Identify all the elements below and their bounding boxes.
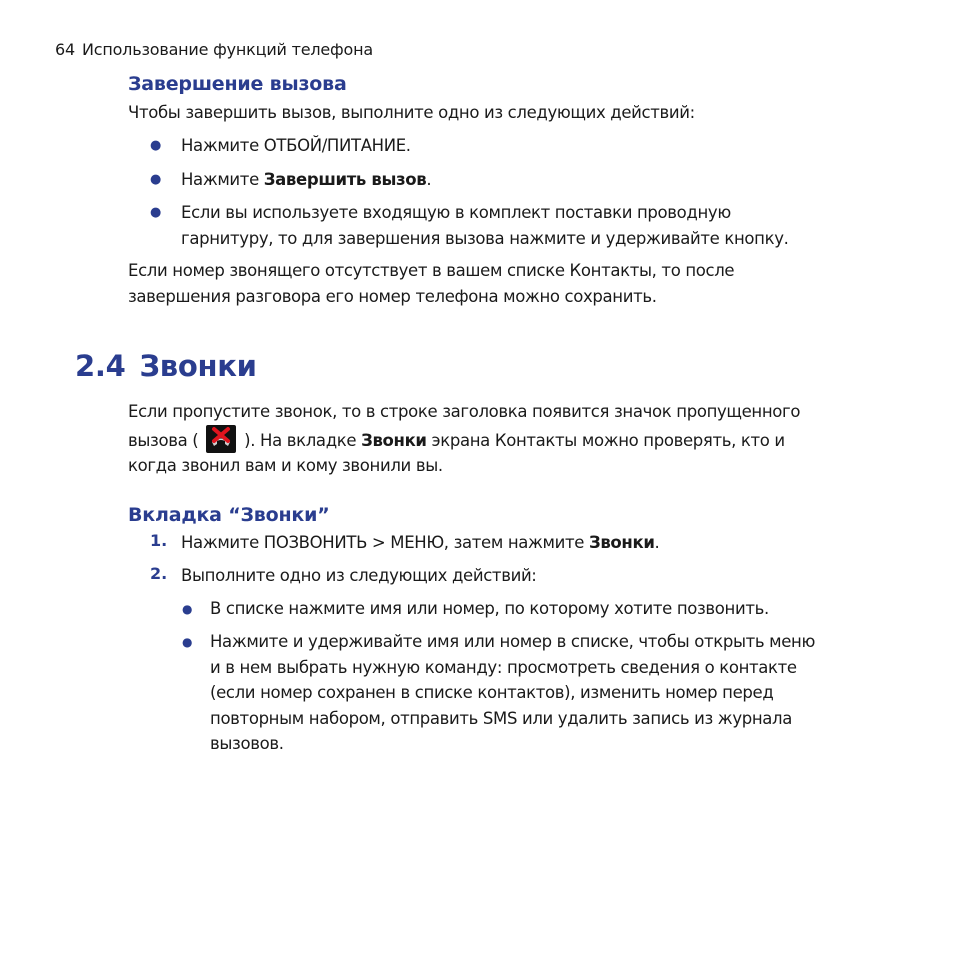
sub-bullet-2: Нажмите и удерживайте имя или номер в списке, чтобы открыть меню и в нем выбрать нужную команду: просмотреть сведения о контакте (если номер сохранен в списке контактов), изменить номер перед повторным набором, отправить SMS или удалить запись из журнала вызовов. <box>210 632 816 753</box>
section-heading <box>75 349 257 383</box>
end-call-intro: Чтобы завершить вызов, выполните одно из следующих действий: <box>128 103 695 122</box>
bullet-icon: ● <box>182 635 193 649</box>
bullet-icon: ● <box>150 138 162 153</box>
missed-call-icon <box>206 425 236 453</box>
page-header <box>55 40 373 59</box>
section-intro: Если пропустите звонок, то в строке заголовка появится значок пропущенного вызова ( ). На вкладке Звонки экрана Контакты можно проверять, кто и когда звонил вам и кому звонили вы. <box>128 402 801 475</box>
page-number: 64 <box>55 40 75 59</box>
section-number: 2.4 <box>75 349 126 383</box>
step-2-text: Выполните одно из следующих действий: <box>181 566 537 585</box>
sub-bullet-1: В списке нажмите имя или номер, по которому хотите позвонить. <box>210 599 769 618</box>
step-number: 1. <box>150 531 168 550</box>
end-call-note: Если номер звонящего отсутствует в вашем списке Контакты, то после завершения разговора его номер телефона можно сохранить. <box>128 261 735 306</box>
end-call-bullet-3: Если вы используете входящую в комплект поставки проводную гарнитуру, то для завершения вызова нажмите и удерживайте кнопку. <box>181 203 789 248</box>
bullet-icon: ● <box>150 205 162 220</box>
bullet-icon: ● <box>182 602 193 616</box>
end-call-button-name: Завершить вызов <box>263 170 427 189</box>
end-call-heading: Завершение вызова <box>128 73 347 95</box>
calls-tab-heading: Вкладка “Звонки” <box>128 504 330 526</box>
end-call-bullet-2: Нажмите Завершить вызов. <box>181 170 432 189</box>
section-title: Звонки <box>139 349 257 383</box>
step-1-text: Нажмите ПОЗВОНИТЬ > МЕНЮ, затем нажмите Звонки. <box>181 533 660 552</box>
chapter-title: Использование функций телефона <box>81 40 373 59</box>
step-number: 2. <box>150 564 168 583</box>
end-call-bullet-1: Нажмите ОТБОЙ/ПИТАНИЕ. <box>181 136 411 155</box>
bullet-icon: ● <box>150 172 162 187</box>
